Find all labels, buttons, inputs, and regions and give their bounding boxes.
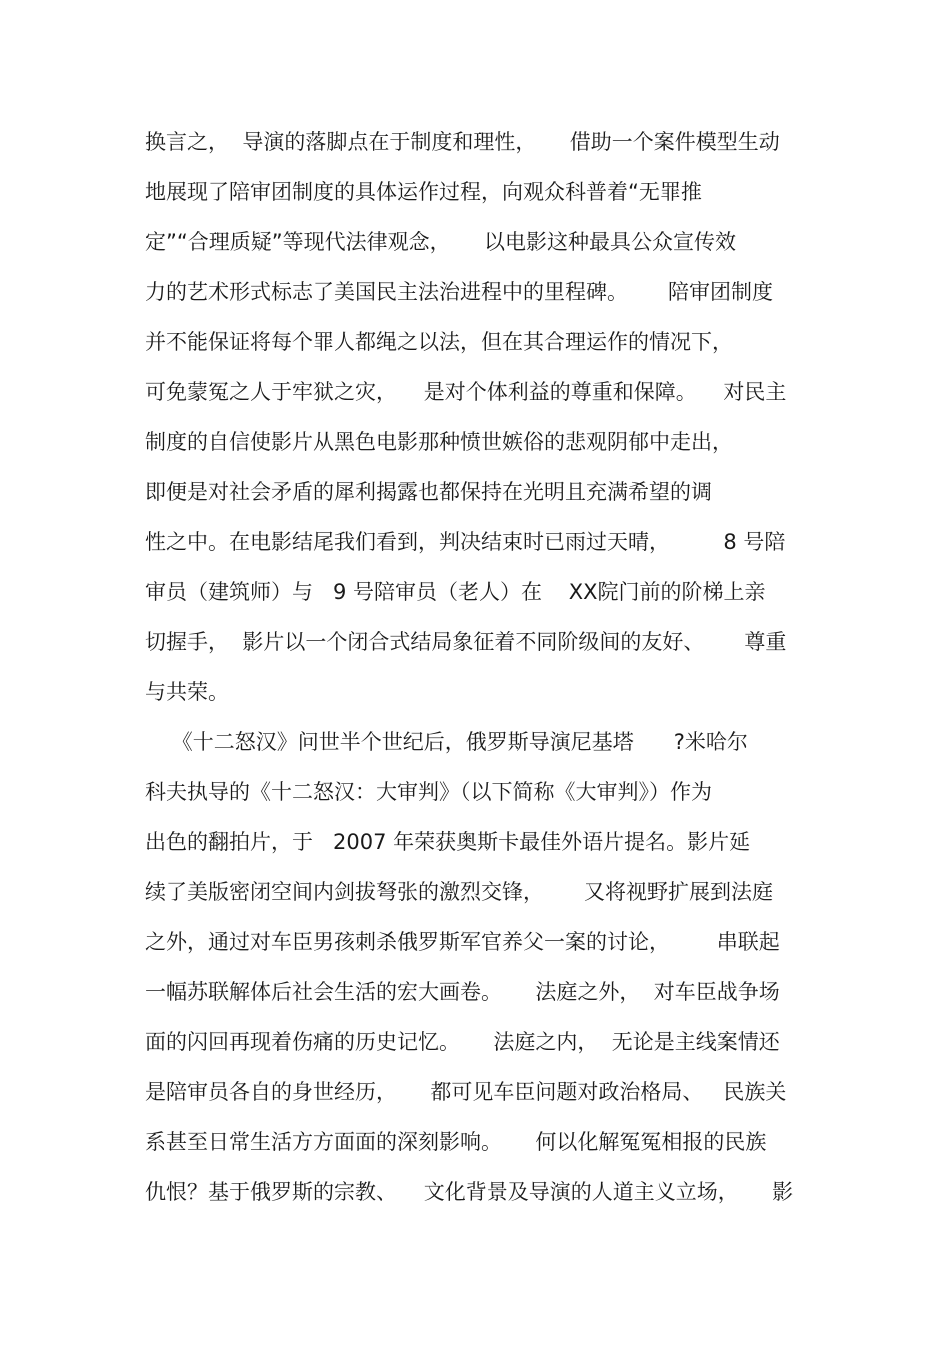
text-line-12: 与共荣。 — [145, 680, 229, 704]
text-line-7: 制度的自信使影片从黑色电影那种愤世嫉俗的悲观阴郁中走出， — [145, 430, 733, 454]
text-line-19: 面的闪回再现着伤痛的历史记忆。 法庭之内， 无论是主线案情还 — [145, 1030, 780, 1054]
text-line-8: 即便是对社会矛盾的犀利揭露也都保持在光明且充满希望的调 — [145, 480, 712, 504]
text-line-1: 换言之， 导演的落脚点在于制度和理性， 借助一个案件模型生动 — [145, 130, 780, 154]
text-line-5: 并不能保证将每个罪人都绳之以法，但在其合理运作的情况下， — [145, 330, 733, 354]
text-line-18: 一幅苏联解体后社会生活的宏大画卷。 法庭之外， 对车臣战争场 — [145, 980, 780, 1004]
text-line-17: 之外，通过对车臣男孩刺杀俄罗斯军官养父一案的讨论， 串联起 — [145, 930, 780, 954]
text-line-11: 切握手， 影片以一个闭合式结局象征着不同阶级间的友好、 尊重 — [145, 630, 787, 654]
text-line-4: 力的艺术形式标志了美国民主法治进程中的里程碑。 陪审团制度 — [145, 280, 774, 304]
text-line-21: 系甚至日常生活方方面面的深刻影响。 何以化解冤冤相报的民族 — [145, 1130, 767, 1154]
text-line-9: 性之中。在电影结尾我们看到，判决结束时已雨过天晴， 8 号陪 — [145, 530, 786, 554]
text-line-10: 审员（建筑师）与 9 号陪审员（老人）在 XX院门前的阶梯上亲 — [145, 580, 766, 604]
text-line-22: 仇恨？基于俄罗斯的宗教、 文化背景及导演的人道主义立场， 影 — [145, 1180, 794, 1204]
text-line-6: 可免蒙冤之人于牢狱之灾， 是对个体利益的尊重和保障。 对民主 — [145, 380, 787, 404]
text-line-3: 定”“合理质疑”等现代法律观念， 以电影这种最具公众宣传效 — [145, 230, 737, 254]
text-line-16: 续了美版密闭空间内剑拔弩张的激烈交锋， 又将视野扩展到法庭 — [145, 880, 774, 904]
text-line-2: 地展现了陪审团制度的具体运作过程，向观众科普着“无罪推 — [145, 180, 702, 204]
text-line-20: 是陪审员各自的身世经历， 都可见车臣问题对政治格局、 民族关 — [145, 1080, 787, 1104]
text-line-15: 出色的翻拍片，于 2007 年荣获奥斯卡最佳外语片提名。影片延 — [145, 830, 751, 854]
text-line-14: 科夫执导的《十二怒汉：大审判》（以下简称《大审判》）作为 — [145, 780, 712, 804]
text-line-13: 《十二怒汉》问世半个世纪后，俄罗斯导演尼基塔 ?米哈尔 — [145, 730, 748, 754]
